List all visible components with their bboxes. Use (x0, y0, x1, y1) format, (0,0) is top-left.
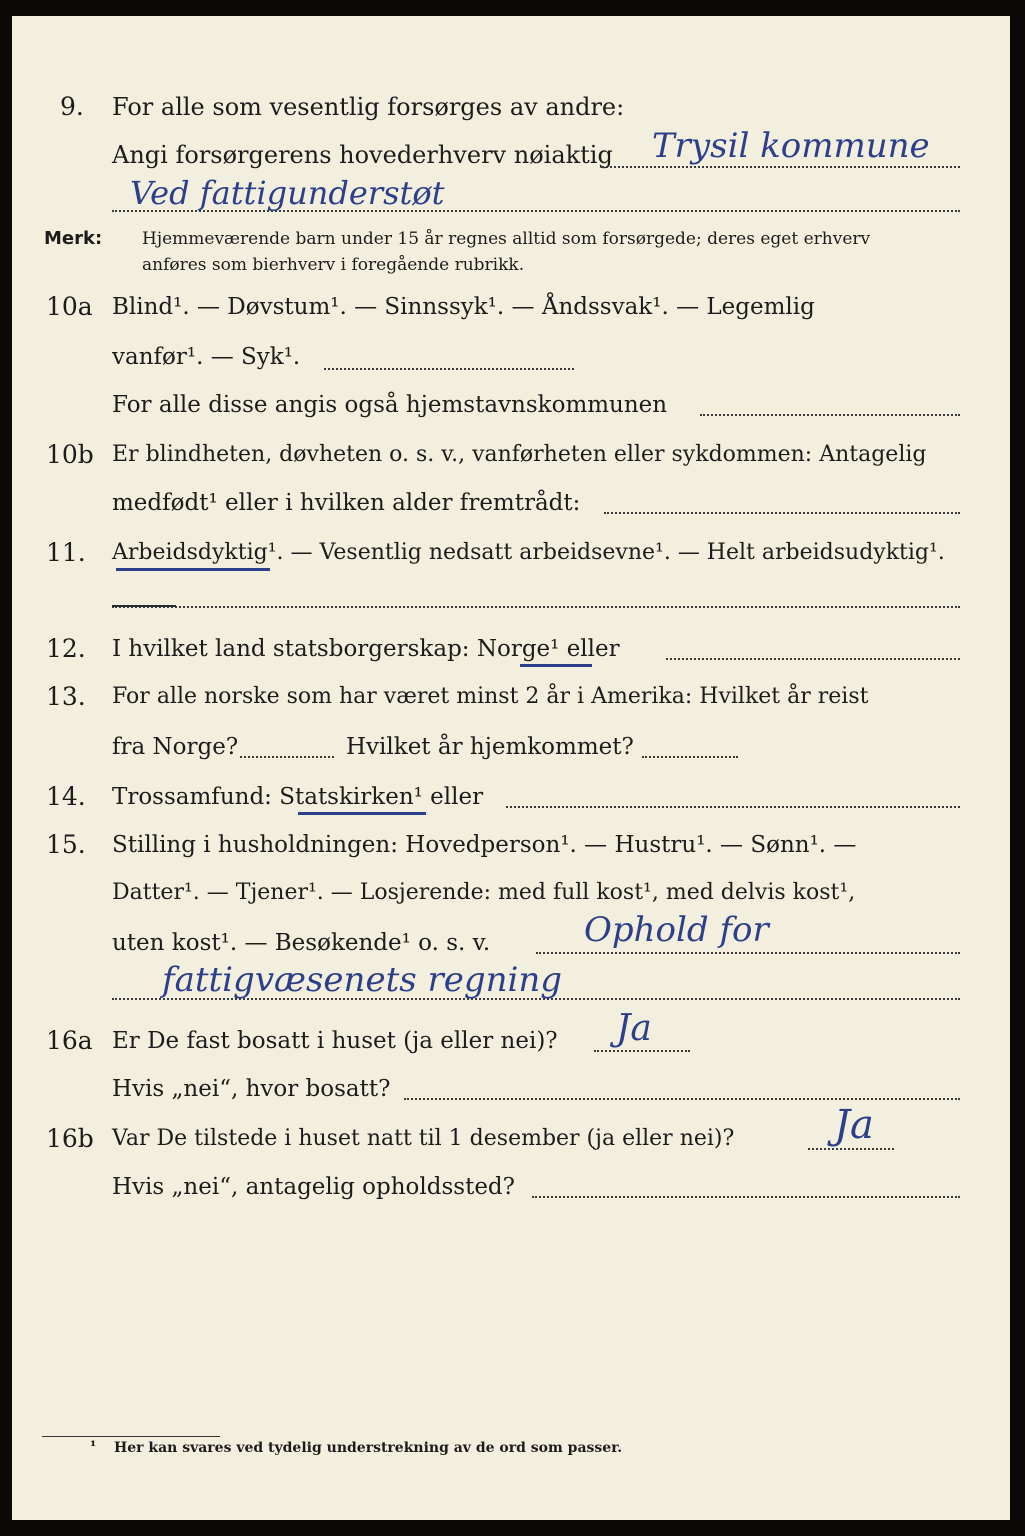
q16b-answer-line2 (532, 1196, 960, 1198)
q14-answer-line (506, 806, 960, 808)
q12-answer-line (666, 658, 960, 660)
q15-handwritten-answer1: Ophold for (584, 910, 769, 950)
q9-number: 9. (60, 92, 84, 121)
q13-line2a: fra Norge? (112, 734, 239, 760)
q16b-answer-line1 (808, 1148, 894, 1150)
merk-line2: anføres som bierhverv i foregående rubrikk. (142, 255, 525, 275)
q15-line1: Stilling i husholdningen: Hovedperson¹. — Hustru¹. — Sønn¹. — (112, 832, 857, 858)
q16a-answer-line2 (404, 1098, 960, 1100)
merk-line1: Hjemmeværende barn under 15 år regnes alltid som forsørgede; deres eget erhverv (142, 229, 871, 249)
q10b-line2: medfødt¹ eller i hvilken alder fremtrådt: (112, 490, 581, 516)
q16b-line2: Hvis „nei“, antagelig opholdssted? (112, 1174, 515, 1200)
q13-number: 13. (46, 682, 86, 711)
q11-answer-line (112, 606, 960, 608)
q9-handwritten-answer1: Trysil kommune (652, 126, 930, 166)
q15-number: 15. (46, 830, 86, 859)
q16b-number: 16b (46, 1124, 94, 1153)
q11-number: 11. (46, 538, 86, 567)
q9-answer-line1 (602, 166, 960, 168)
q13-line2b: Hvilket år hjemkommet? (346, 734, 634, 760)
q11-handwritten-underline (116, 568, 270, 571)
q9-line2: Angi forsørgerens hovederhverv nøiaktig (112, 141, 613, 169)
q12-number: 12. (46, 634, 86, 663)
q13-answer-line2 (642, 756, 738, 758)
q10a-answer-line1 (324, 368, 574, 370)
footnote-mark: ¹ (90, 1439, 97, 1455)
q16a-line2: Hvis „nei“, hvor bosatt? (112, 1076, 391, 1102)
q9-line1: For alle som vesentlig forsørges av andre: (112, 93, 625, 121)
q16a-answer-line1 (594, 1050, 690, 1052)
q12-handwritten-underline (520, 664, 592, 667)
q16b-line1: Var De tilstede i huset natt til 1 desember (ja eller nei)? (112, 1126, 735, 1151)
q13-line1: For alle norske som har været minst 2 år i Amerika: Hvilket år reist (112, 684, 869, 709)
q9-handwritten-answer2: Ved fattigunderstøt (130, 174, 445, 212)
footnote-text: Her kan svares ved tydelig understrekning av de ord som passer. (114, 1440, 623, 1456)
q16a-number: 16a (46, 1026, 93, 1055)
q15-line3: uten kost¹. — Besøkende¹ o. s. v. (112, 930, 491, 956)
q10b-number: 10b (46, 440, 94, 469)
q16a-line1: Er De fast bosatt i huset (ja eller nei)? (112, 1028, 558, 1054)
census-form-page (12, 16, 1010, 1520)
q11-line1: Arbeidsdyktig¹. — Vesentlig nedsatt arbeidsevne¹. — Helt arbeidsudyktig¹. (112, 540, 945, 565)
q16a-handwritten-answer: Ja (616, 1008, 652, 1049)
q10a-line2: vanfør¹. — Syk¹. (112, 344, 301, 370)
q15-handwritten-answer2: fattigvæsenets regning (162, 960, 563, 1000)
q15-line2: Datter¹. — Tjener¹. — Losjerende: med full kost¹, med delvis kost¹, (112, 880, 856, 905)
q16b-handwritten-answer: Ja (834, 1102, 874, 1148)
q10a-line1: Blind¹. — Døvstum¹. — Sinnssyk¹. — Åndssvak¹. — Legemlig (112, 294, 815, 320)
q11-short-rule (112, 605, 176, 607)
q14-line1: Trossamfund: Statskirken¹ eller (112, 784, 484, 810)
footnote-rule (42, 1436, 220, 1437)
q14-handwritten-underline (298, 812, 426, 815)
q12-line1: I hvilket land statsborgerskap: Norge¹ eller (112, 636, 620, 662)
q10a-number: 10a (46, 292, 93, 321)
q15-answer-line1 (536, 952, 960, 954)
q10a-line3: For alle disse angis også hjemstavnskommunen (112, 392, 668, 418)
q14-number: 14. (46, 782, 86, 811)
q10a-answer-line2 (700, 414, 960, 416)
merk-label: Merk: (44, 228, 103, 249)
q10b-line1: Er blindheten, døvheten o. s. v., vanførheten eller sykdommen: Antagelig (112, 442, 927, 467)
q13-answer-line1 (240, 756, 334, 758)
q10b-answer-line (604, 512, 960, 514)
